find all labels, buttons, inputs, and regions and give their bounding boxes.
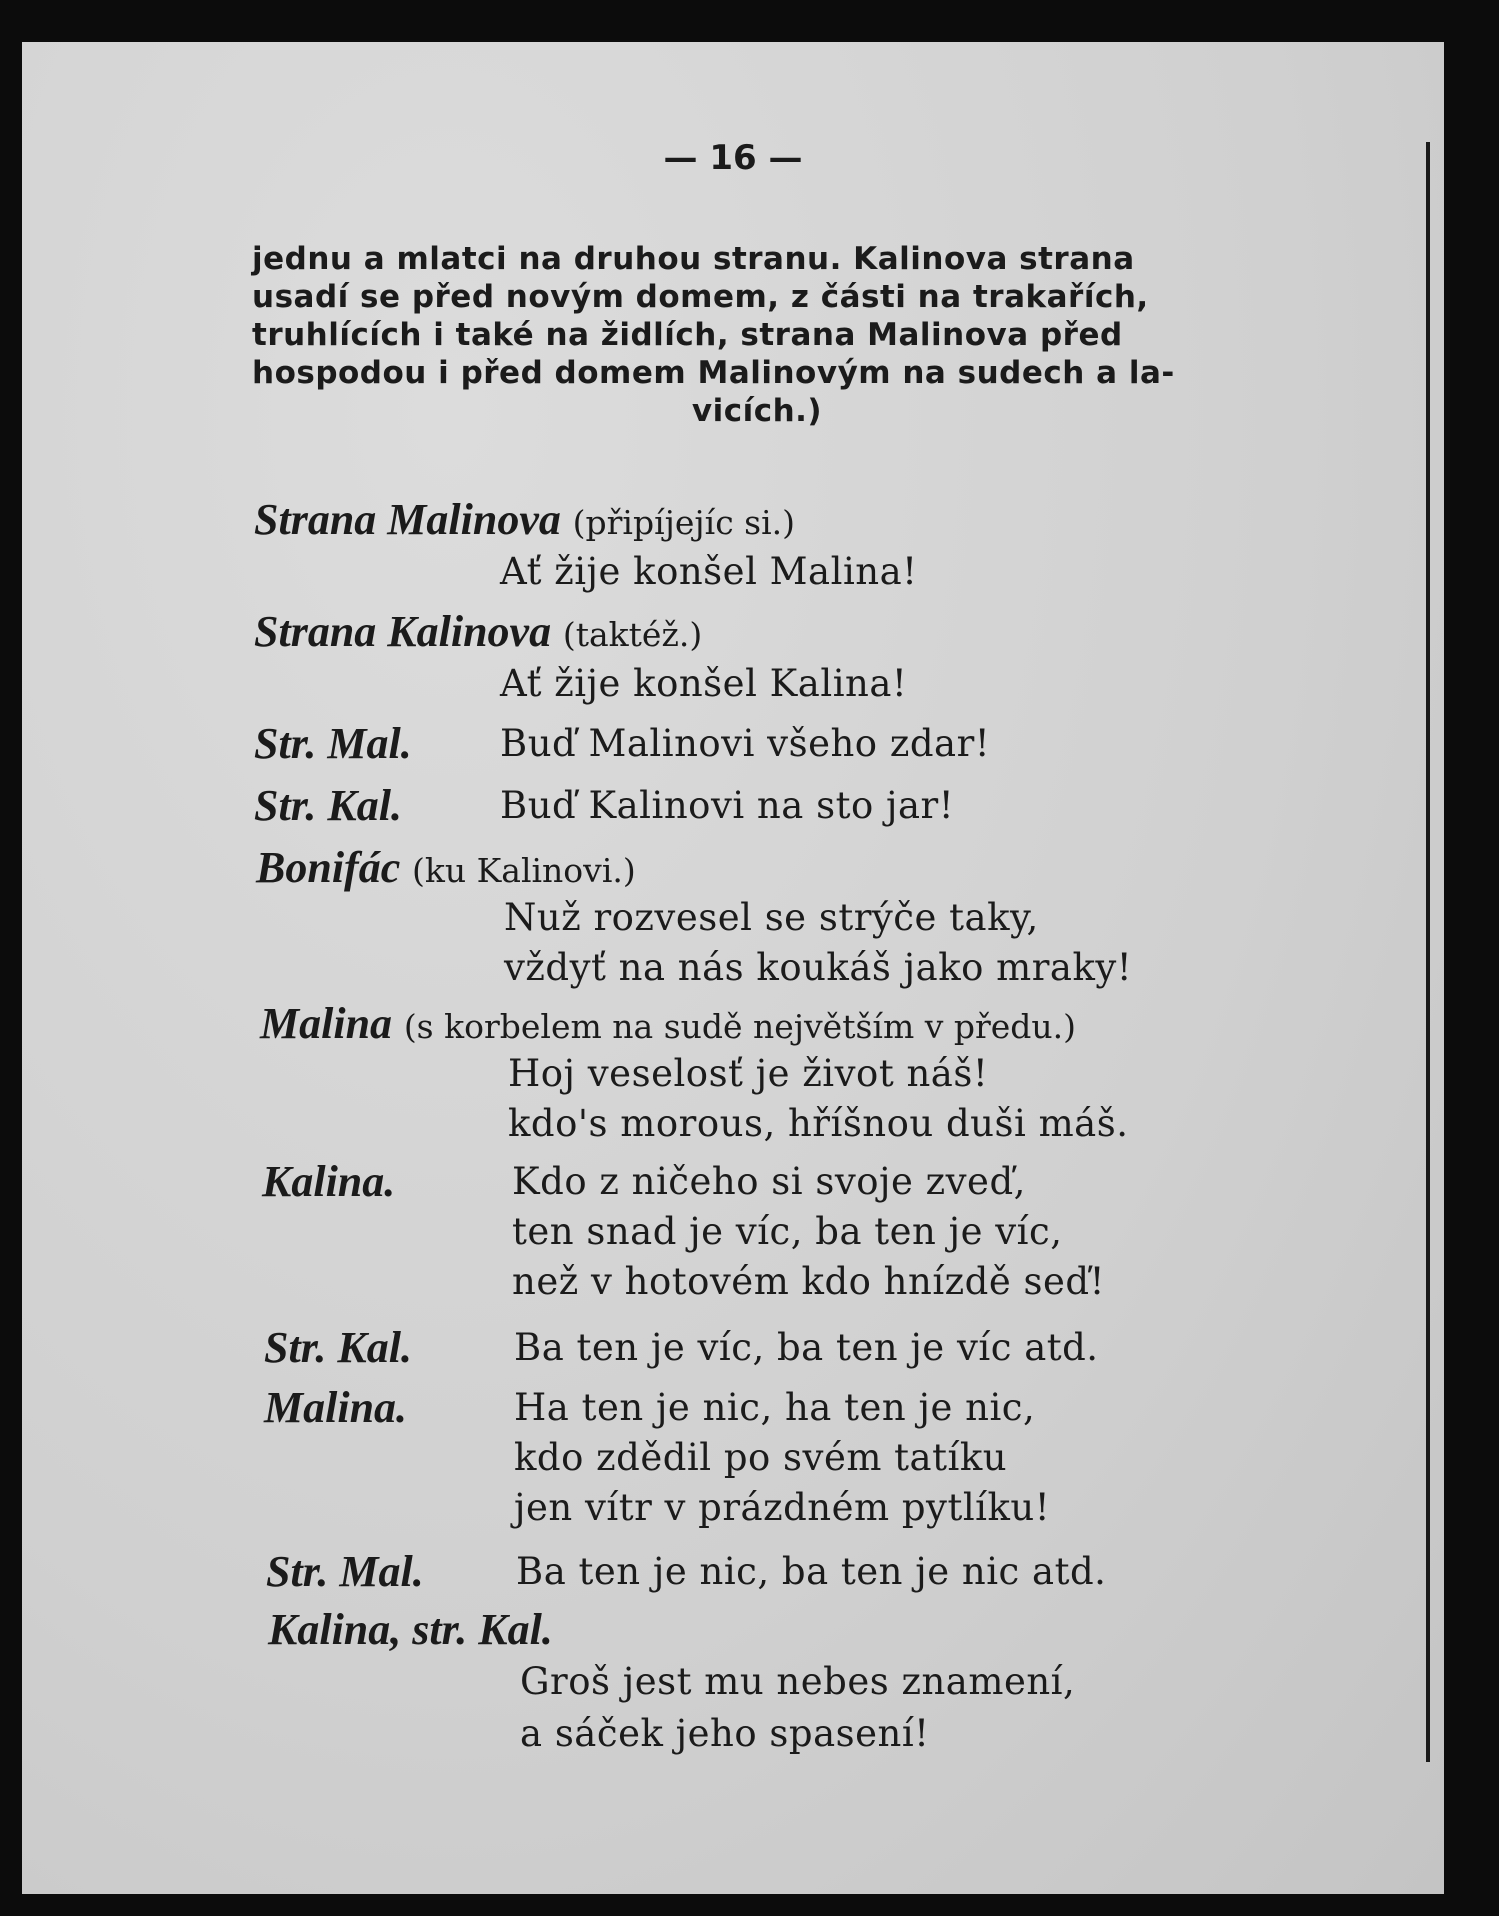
verse-line: Ha ten je nic, ha ten je nic,: [514, 1386, 1036, 1429]
speaker-name: Str. Kal.: [264, 1323, 412, 1372]
verse-line: Ba ten je víc, ba ten je víc atd.: [514, 1326, 1099, 1369]
verse-line: jen vítr v prázdném pytlíku!: [514, 1486, 1051, 1529]
prose-line: truhlících i také na židlích, strana Malinova před: [252, 317, 1123, 353]
verse-line: vždyť na nás koukáš jako mraky!: [504, 946, 1133, 989]
dialogue-heading: [256, 842, 636, 893]
verse-line: kdo zdědil po svém tatíku: [514, 1436, 1008, 1479]
dialogue-heading: [268, 1604, 553, 1655]
verse-line: než v hotovém kdo hnízdě seď!: [512, 1260, 1105, 1303]
verse-line: Ať žije konšel Malina!: [500, 550, 918, 593]
stage-direction-paragraph: [252, 240, 1262, 430]
speaker-name: Malina.: [264, 1383, 408, 1432]
verse-line: Ať žije konšel Kalina!: [500, 662, 908, 705]
dialogue-heading: [264, 1382, 407, 1433]
page-text: [22, 42, 1444, 1894]
verse-line: Buď Kalinovi na sto jar!: [500, 784, 955, 827]
dialogue-heading: [266, 1546, 424, 1597]
verse-line: Kdo z ničeho si svoje zveď,: [512, 1160, 1026, 1203]
speaker-name: Malina: [260, 999, 393, 1048]
stage-direction: (taktéž.): [562, 615, 703, 654]
speaker-name: Strana Malinova: [254, 495, 561, 544]
verse-line: Buď Malinovi všeho zdar!: [500, 722, 991, 765]
speaker-name: Kalina.: [262, 1157, 396, 1206]
verse-line: Nuž rozvesel se strýče taky,: [504, 896, 1039, 939]
speaker-name: Kalina, str. Kal.: [268, 1605, 553, 1654]
verse-line: a sáček jeho spasení!: [520, 1712, 930, 1755]
dialogue-heading: [254, 780, 402, 831]
stage-direction: (s korbelem na sudě největším v předu.): [403, 1007, 1077, 1046]
speaker-name: Strana Kalinova: [254, 607, 552, 656]
speaker-name: Str. Mal.: [266, 1547, 424, 1596]
verse-line: Groš jest mu nebes znamení,: [520, 1660, 1076, 1703]
speaker-name: Bonifác: [256, 843, 401, 892]
stage-direction: (připíjejíc si.): [572, 503, 796, 542]
stage-direction: (ku Kalinovi.): [412, 851, 636, 890]
verse-line: kdo's morous, hříšnou duši máš.: [508, 1102, 1129, 1145]
prose-line: usadí se před novým domem, z části na trakařích,: [252, 279, 1149, 315]
dialogue-heading: [264, 1322, 412, 1373]
dialogue-heading: [254, 606, 702, 657]
page-number: — 16 —: [663, 138, 803, 178]
prose-line: hospodou i před domem Malinovým na sudech a la-: [252, 355, 1175, 391]
book-page: [22, 42, 1444, 1894]
dialogue-heading: [254, 718, 412, 769]
dialogue-heading: [254, 494, 795, 545]
verse-line: Hoj veselosť je život náš!: [508, 1052, 989, 1095]
dialogue-heading: [260, 998, 1076, 1049]
prose-line: vicích.): [691, 393, 823, 429]
prose-line: jednu a mlatci na druhou stranu. Kalinova strana: [252, 241, 1135, 277]
verse-line: Ba ten je nic, ba ten je nic atd.: [516, 1550, 1107, 1593]
speaker-name: Str. Mal.: [254, 719, 412, 768]
dialogue-heading: [262, 1156, 395, 1207]
speaker-name: Str. Kal.: [254, 781, 402, 830]
verse-line: ten snad je víc, ba ten je víc,: [512, 1210, 1063, 1253]
